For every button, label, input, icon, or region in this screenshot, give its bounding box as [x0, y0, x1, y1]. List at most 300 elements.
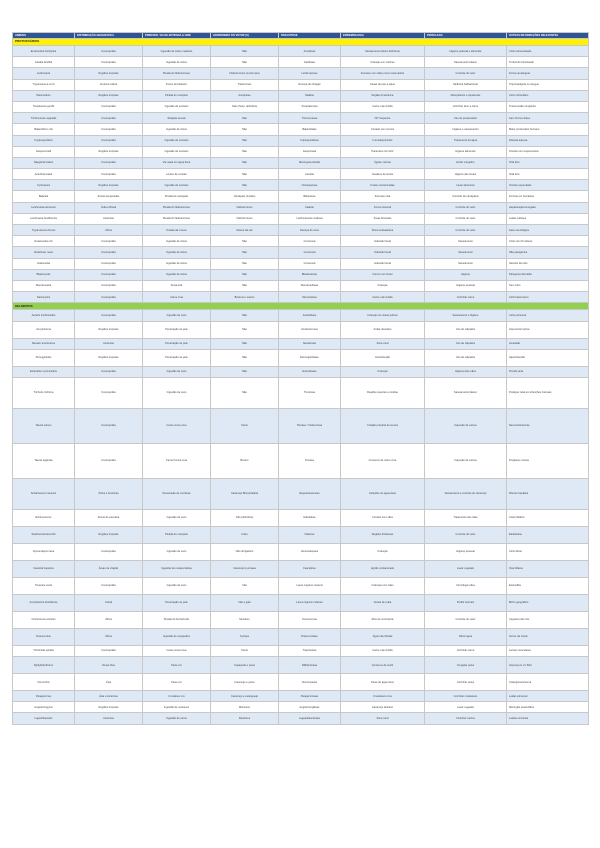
table-cell[interactable]: Áreas de criação: [75, 560, 143, 577]
table-cell[interactable]: Ingestão de cistos: [143, 57, 211, 68]
table-cell[interactable]: Dracunculíase: [279, 628, 341, 645]
table-cell[interactable]: Cosmopolita: [75, 377, 143, 408]
header-cell[interactable]: OUTRAS INFORMAÇÕES RELEVANTES: [507, 33, 589, 39]
table-cell[interactable]: Fecal-oral: [143, 280, 211, 291]
table-cell[interactable]: Caramujo Lymnaea: [211, 560, 279, 577]
table-cell[interactable]: África: [75, 611, 143, 628]
table-cell[interactable]: Verme da Guiné: [507, 628, 589, 645]
table-cell[interactable]: Ingestão de ovos: [143, 310, 211, 321]
table-cell[interactable]: Não patogênica: [507, 247, 589, 258]
header-cell[interactable]: DISTRIBUIÇÃO GEOGRÁFICA: [75, 33, 143, 39]
table-cell[interactable]: Américas: [75, 713, 143, 724]
table-cell[interactable]: Carne mal cozida: [341, 645, 425, 656]
table-cell[interactable]: Picada do flebotomíneo: [143, 213, 211, 224]
table-cell[interactable]: Balantidíase: [279, 124, 341, 135]
table-cell[interactable]: Moluscos: [211, 702, 279, 713]
table-cell[interactable]: Cão (definitivo): [211, 509, 279, 526]
table-cell[interactable]: Tripomastigota no sangue: [507, 79, 589, 90]
table-cell[interactable]: Picada do borrachudo: [143, 611, 211, 628]
table-cell[interactable]: Naegleria fowleri: [13, 157, 75, 168]
table-cell[interactable]: Dientamebíase: [279, 280, 341, 291]
table-cell[interactable]: Leishmania braziliensis: [13, 213, 75, 224]
table-cell[interactable]: Zona rural: [341, 338, 425, 349]
table-cell[interactable]: Controle do vetor: [425, 213, 507, 224]
table-cell[interactable]: Pacientes com HIV: [341, 146, 425, 157]
table-cell[interactable]: Fibrose hepática: [507, 478, 589, 509]
table-cell[interactable]: Higiene e saneamento: [425, 124, 507, 135]
table-cell[interactable]: Oocisto esporulado: [507, 180, 589, 191]
table-cell[interactable]: Fase neurológica: [507, 225, 589, 236]
table-cell[interactable]: Lesão cutânea: [507, 213, 589, 224]
table-cell[interactable]: Ciclo pulmonar: [507, 310, 589, 321]
table-cell[interactable]: Autoinfecção: [341, 349, 425, 366]
table-cell[interactable]: Ingestão de carne: [143, 713, 211, 724]
table-cell[interactable]: Larva migrans cutânea: [279, 594, 341, 611]
table-cell[interactable]: Américas: [75, 338, 143, 349]
table-cell[interactable]: Babesiose: [279, 191, 341, 202]
table-cell[interactable]: Tricomoníase: [279, 113, 341, 124]
table-cell[interactable]: Cisto com 8 núcleos: [507, 236, 589, 247]
table-cell[interactable]: Cosmopolita: [75, 269, 143, 280]
table-cell[interactable]: Caramujo e caranguejo: [211, 691, 279, 702]
table-cell[interactable]: Cozinhar bem a carne: [425, 101, 507, 112]
table-cell[interactable]: Cosmopolita: [75, 292, 143, 303]
table-cell[interactable]: Cosmopolita: [75, 57, 143, 68]
table-cell[interactable]: Regiões tropicais: [75, 68, 143, 79]
table-cell[interactable]: Leishmania: [13, 68, 75, 79]
table-cell[interactable]: Lavar vegetais: [425, 702, 507, 713]
table-cell[interactable]: Cosmopolita: [75, 157, 143, 168]
table-cell[interactable]: Cosmopolita: [75, 46, 143, 57]
table-cell[interactable]: Penetração na pele: [143, 349, 211, 366]
table-cell[interactable]: Regiões litorâneas: [341, 526, 425, 543]
table-cell[interactable]: Leishmaniose: [279, 68, 341, 79]
table-cell[interactable]: Blastocistose: [279, 269, 341, 280]
table-cell[interactable]: Dracunculus: [13, 628, 75, 645]
table-cell[interactable]: Vacúolo de iodo: [507, 258, 589, 269]
table-cell[interactable]: Ingestão de cistos: [143, 124, 211, 135]
table-cell[interactable]: Ciclo eritrocitário: [507, 90, 589, 101]
table-cell[interactable]: Prurido anal: [507, 366, 589, 377]
table-cell[interactable]: Wuchereria bancrofti: [13, 526, 75, 543]
table-cell[interactable]: Regiões tropicais: [75, 90, 143, 101]
table-cell[interactable]: Bovinos e suínos: [211, 292, 279, 303]
table-cell[interactable]: Saneamento básico: [425, 57, 507, 68]
table-cell[interactable]: Casas de pau a pique: [341, 79, 425, 90]
table-cell[interactable]: Picada do flebotomíneo: [143, 68, 211, 79]
table-cell[interactable]: Diarreia aquosa: [507, 135, 589, 146]
table-cell[interactable]: Prolapso retal em infecções intensas: [507, 377, 589, 408]
table-cell[interactable]: Toxocara canis: [13, 577, 75, 594]
table-cell[interactable]: Ciclo direto: [507, 543, 589, 560]
table-cell[interactable]: Relação sexual: [143, 113, 211, 124]
table-cell[interactable]: Comum em fezes: [341, 269, 425, 280]
table-cell[interactable]: Melhoria habitacional: [425, 79, 507, 90]
table-cell[interactable]: Não: [211, 338, 279, 349]
table-cell[interactable]: Transmissão congênita: [507, 101, 589, 112]
table-cell[interactable]: Cosmopolita: [75, 280, 143, 291]
table-cell[interactable]: Controle de carrapatos: [425, 191, 507, 202]
table-cell[interactable]: Ciclosporíase: [279, 180, 341, 191]
table-cell[interactable]: África: [75, 628, 143, 645]
table-cell[interactable]: Coleções de água doce: [341, 478, 425, 509]
table-cell[interactable]: Doença do sono: [279, 225, 341, 236]
section-title[interactable]: PROTOZOÁRIOS: [13, 39, 589, 46]
table-cell[interactable]: Não: [211, 157, 279, 168]
table-cell[interactable]: Peixe de água doce: [341, 674, 425, 691]
table-cell[interactable]: Toxoplasma gondii: [13, 101, 75, 112]
table-cell[interactable]: Ingestão de cistos: [143, 258, 211, 269]
table-cell[interactable]: Higiene pessoal: [425, 280, 507, 291]
table-cell[interactable]: Controle do vetor: [425, 611, 507, 628]
table-cell[interactable]: Crustáceo cru: [143, 691, 211, 702]
table-cell[interactable]: Índia e Brasil: [75, 202, 143, 213]
table-cell[interactable]: Zoonose com cães como reservatório: [341, 68, 425, 79]
table-cell[interactable]: Hidatidose: [279, 509, 341, 526]
table-cell[interactable]: Ingestão de ovos: [143, 543, 211, 560]
table-cell[interactable]: Filtrar água: [425, 628, 507, 645]
table-cell[interactable]: Vida livre: [507, 169, 589, 180]
table-cell[interactable]: Leishmaniose cutânea: [279, 213, 341, 224]
table-cell[interactable]: Lavar vegetais: [425, 560, 507, 577]
table-cell[interactable]: Zonas temperadas: [75, 191, 143, 202]
header-cell[interactable]: EPIDEMIOLOGIA: [341, 33, 425, 39]
table-cell[interactable]: Crianças: [341, 280, 425, 291]
table-cell[interactable]: Picada do mosquito: [143, 526, 211, 543]
table-cell[interactable]: Vias biliares: [507, 560, 589, 577]
table-cell[interactable]: Isosporíase: [279, 146, 341, 157]
table-cell[interactable]: Indicador fecal: [341, 236, 425, 247]
table-cell[interactable]: Inspeção de carnes: [425, 408, 507, 443]
table-cell[interactable]: Angiostrongylus: [13, 702, 75, 713]
table-cell[interactable]: Crianças em creches: [341, 57, 425, 68]
table-cell[interactable]: Ingestão de oocistos: [143, 135, 211, 146]
table-cell[interactable]: Simulium: [211, 611, 279, 628]
table-cell[interactable]: Cosmopolita: [75, 258, 143, 269]
table-cell[interactable]: Dientamoeba: [13, 280, 75, 291]
table-cell[interactable]: Uso de calçados: [425, 349, 507, 366]
table-cell[interactable]: Regiões tropicais: [75, 349, 143, 366]
table-cell[interactable]: Indicador fecal: [341, 258, 425, 269]
table-cell[interactable]: África subsaariana: [341, 225, 425, 236]
table-cell[interactable]: Cosmopolita: [75, 113, 143, 124]
table-cell[interactable]: Maior protozoário humano: [507, 124, 589, 135]
table-cell[interactable]: Picada do mosquito: [143, 90, 211, 101]
table-cell[interactable]: Larvas musculares: [507, 645, 589, 656]
table-cell[interactable]: Zonas de pecuária: [75, 509, 143, 526]
table-cell[interactable]: Cegueira dos rios: [507, 611, 589, 628]
table-cell[interactable]: Não: [211, 377, 279, 408]
table-cell[interactable]: Anemia ferropriva: [507, 321, 589, 338]
table-cell[interactable]: Comensal: [279, 236, 341, 247]
table-cell[interactable]: Clonorquíase: [279, 674, 341, 691]
table-cell[interactable]: Schistosoma mansoni: [13, 478, 75, 509]
table-cell[interactable]: Não: [211, 113, 279, 124]
table-cell[interactable]: Mosquiteiros e repelentes: [425, 90, 507, 101]
table-cell[interactable]: IST frequente: [341, 113, 425, 124]
table-cell[interactable]: Criação precária de suínos: [341, 408, 425, 443]
table-cell[interactable]: Elefantíase: [507, 526, 589, 543]
table-cell[interactable]: Triquinelose: [279, 645, 341, 656]
table-cell[interactable]: Imunodeprimidos: [341, 135, 425, 146]
table-cell[interactable]: Tratamento da água: [425, 135, 507, 146]
table-cell[interactable]: Amebíase: [279, 46, 341, 57]
table-cell[interactable]: Saneamento básico deficiente: [341, 46, 425, 57]
table-cell[interactable]: Ancylostoma: [13, 321, 75, 338]
table-cell[interactable]: Consumo de carne crua: [341, 443, 425, 478]
table-cell[interactable]: Gato (hosp. definitivo): [211, 101, 279, 112]
table-cell[interactable]: Ingestão de ovos: [143, 366, 211, 377]
table-cell[interactable]: Lagochilascaris: [13, 713, 75, 724]
table-cell[interactable]: Ásia: [75, 674, 143, 691]
table-cell[interactable]: Ceratite: [279, 169, 341, 180]
table-cell[interactable]: Formas em hemácias: [507, 191, 589, 202]
table-cell[interactable]: Penetração na pele: [143, 594, 211, 611]
table-cell[interactable]: Criptosporidiose: [279, 135, 341, 146]
table-cell[interactable]: Comensal: [279, 258, 341, 269]
table-cell[interactable]: Cosmopolita: [75, 408, 143, 443]
table-cell[interactable]: Não: [211, 247, 279, 258]
table-cell[interactable]: Ingestão de ovos: [143, 577, 211, 594]
table-cell[interactable]: Echinococcus: [13, 509, 75, 526]
table-cell[interactable]: Peixe cru: [143, 674, 211, 691]
table-cell[interactable]: Amarelão: [507, 338, 589, 349]
table-cell[interactable]: Flebotomíneo: [211, 213, 279, 224]
table-cell[interactable]: Inspeção de carnes: [425, 443, 507, 478]
table-cell[interactable]: Trofozoíto binucleado: [507, 57, 589, 68]
table-cell[interactable]: Cão: [211, 577, 279, 594]
table-cell[interactable]: Oocisto com esporocistos: [507, 146, 589, 157]
table-cell[interactable]: Anemia por vit. B12: [507, 657, 589, 674]
table-cell[interactable]: Bicho geográfico: [507, 594, 589, 611]
table-cell[interactable]: Zona rural: [341, 713, 425, 724]
table-cell[interactable]: Taenia solium: [13, 408, 75, 443]
table-cell[interactable]: Penetração na pele: [143, 338, 211, 349]
table-cell[interactable]: Carrapato (Ixodes): [211, 191, 279, 202]
table-cell[interactable]: Não: [211, 269, 279, 280]
table-cell[interactable]: Malária: [279, 90, 341, 101]
table-cell[interactable]: Teníase / Cisticercose: [279, 408, 341, 443]
table-cell[interactable]: Sem forma cística: [507, 113, 589, 124]
table-cell[interactable]: Filariose: [279, 526, 341, 543]
table-cell[interactable]: Saneamento: [425, 258, 507, 269]
table-cell[interactable]: Carne mal cozida: [341, 292, 425, 303]
table-cell[interactable]: Crianças: [341, 366, 425, 377]
table-cell[interactable]: Peixe cru: [143, 657, 211, 674]
table-cell[interactable]: Ingestão de ovos: [143, 377, 211, 408]
table-cell[interactable]: Higiene das lentes: [425, 169, 507, 180]
table-cell[interactable]: Anopheles: [211, 90, 279, 101]
table-cell[interactable]: Ancylostoma braziliense: [13, 594, 75, 611]
header-cell[interactable]: PARASITOSE: [279, 33, 341, 39]
table-cell[interactable]: Suíno: [211, 645, 279, 656]
table-cell[interactable]: Cozinhar carne: [425, 292, 507, 303]
table-cell[interactable]: Crianças em áreas pobres: [341, 310, 425, 321]
table-cell[interactable]: Colangiocarcinoma: [507, 674, 589, 691]
table-cell[interactable]: Enterobius vermicularis: [13, 366, 75, 377]
table-cell[interactable]: Sarcocystis: [13, 292, 75, 303]
table-cell[interactable]: Não: [211, 135, 279, 146]
table-cell[interactable]: Litoral: [75, 594, 143, 611]
table-cell[interactable]: Patogenia discutida: [507, 269, 589, 280]
table-cell[interactable]: Flebotomíneo (Lutzomyia): [211, 68, 279, 79]
table-cell[interactable]: Enterobíase: [279, 366, 341, 377]
table-cell[interactable]: Uso de calçados: [425, 321, 507, 338]
table-cell[interactable]: Cosmopolita: [75, 247, 143, 258]
table-cell[interactable]: Trypanosoma brucei: [13, 225, 75, 236]
table-cell[interactable]: Suíno: [211, 408, 279, 443]
table-cell[interactable]: Cosmopolita: [75, 543, 143, 560]
table-cell[interactable]: Zonas frias: [75, 657, 143, 674]
table-cell[interactable]: Higiene: [425, 269, 507, 280]
table-cell[interactable]: Paragonimíase: [279, 691, 341, 702]
table-cell[interactable]: Caramujo Biomphalaria: [211, 478, 279, 509]
table-cell[interactable]: Cosmopolita: [75, 577, 143, 594]
table-cell[interactable]: Não: [211, 366, 279, 377]
table-cell[interactable]: Teníase: [279, 443, 341, 478]
table-cell[interactable]: Ingestão de oocistos: [143, 180, 211, 191]
table-cell[interactable]: Mosca tsé-tsé: [211, 225, 279, 236]
table-cell[interactable]: Babesia: [13, 191, 75, 202]
table-cell[interactable]: Lagoquilascaríase: [279, 713, 341, 724]
table-cell[interactable]: Andar descalço: [341, 321, 425, 338]
table-cell[interactable]: Cosmopolita: [75, 236, 143, 247]
table-cell[interactable]: Clonorchis: [13, 674, 75, 691]
table-cell[interactable]: Giardia lamblia: [13, 57, 75, 68]
table-cell[interactable]: Trichinella spiralis: [13, 645, 75, 656]
table-cell[interactable]: Caramujo africano: [341, 702, 425, 713]
table-cell[interactable]: Agrião contaminado: [341, 560, 425, 577]
table-cell[interactable]: Hepatoesplenomegalia: [507, 202, 589, 213]
table-cell[interactable]: Rios de correnteza: [341, 611, 425, 628]
table-cell[interactable]: Áreas florestais: [341, 213, 425, 224]
table-cell[interactable]: Regiões tropicais: [75, 321, 143, 338]
section-title[interactable]: HELMINTOS: [13, 303, 589, 310]
table-cell[interactable]: Calazar: [279, 202, 341, 213]
table-cell[interactable]: Higiene das mãos: [425, 366, 507, 377]
table-cell[interactable]: Giardíase: [279, 57, 341, 68]
table-cell[interactable]: Onchocerca volvulus: [13, 611, 75, 628]
table-cell[interactable]: Tricuríase: [279, 377, 341, 408]
table-cell[interactable]: Entamoeba histolytica: [13, 46, 75, 57]
table-cell[interactable]: Congelar peixe: [425, 657, 507, 674]
table-cell[interactable]: Ingestão de copépodes: [143, 628, 211, 645]
table-cell[interactable]: Strongyloides: [13, 349, 75, 366]
table-cell[interactable]: Picada da mosca: [143, 225, 211, 236]
table-cell[interactable]: Picada de carrapato: [143, 191, 211, 202]
table-cell[interactable]: Balantidium coli: [13, 124, 75, 135]
table-cell[interactable]: Controle do vetor: [425, 225, 507, 236]
table-cell[interactable]: Carne crua: [143, 292, 211, 303]
table-cell[interactable]: Fasciola hepatica: [13, 560, 75, 577]
table-cell[interactable]: Entamoeba coli: [13, 236, 75, 247]
table-cell[interactable]: Cosmopolita: [75, 135, 143, 146]
table-cell[interactable]: Cozinhar carne: [425, 645, 507, 656]
table-cell[interactable]: Necatorose: [279, 338, 341, 349]
table-cell[interactable]: Cyclospora: [13, 180, 75, 191]
table-cell[interactable]: Toxoplasmose: [279, 101, 341, 112]
table-cell[interactable]: Crianças: [341, 543, 425, 560]
table-cell[interactable]: Cisto tetranucleado: [507, 46, 589, 57]
header-cell[interactable]: PROFILAXIA: [425, 33, 507, 39]
table-cell[interactable]: Acanthamoeba: [13, 169, 75, 180]
table-cell[interactable]: Regiões tropicais: [75, 146, 143, 157]
table-cell[interactable]: Hymenolepis nana: [13, 543, 75, 560]
table-cell[interactable]: Neurocisticercose: [507, 408, 589, 443]
table-cell[interactable]: Trichuris trichiura: [13, 377, 75, 408]
table-cell[interactable]: Ásia e Américas: [75, 691, 143, 702]
table-cell[interactable]: Controle do vetor: [425, 526, 507, 543]
table-cell[interactable]: Estrongiloidíase: [279, 349, 341, 366]
table-cell[interactable]: Controle do vetor: [425, 68, 507, 79]
table-cell[interactable]: Caramujo e peixe: [211, 674, 279, 691]
table-cell[interactable]: Regiões quentes e úmidas: [341, 377, 425, 408]
table-cell[interactable]: Doença de Chagas: [279, 79, 341, 90]
table-cell[interactable]: Cosmopolita: [75, 124, 143, 135]
table-cell[interactable]: Ciclo heteroxeno: [507, 292, 589, 303]
table-cell[interactable]: Taenia saginata: [13, 443, 75, 478]
table-cell[interactable]: Fezes do barbeiro: [143, 79, 211, 90]
table-cell[interactable]: Blastocystis: [13, 269, 75, 280]
table-cell[interactable]: Ingestão de ovos: [143, 509, 211, 526]
table-cell[interactable]: Saneamento básico: [425, 377, 507, 408]
table-cell[interactable]: Saneamento e controle do caramujo: [425, 478, 507, 509]
table-cell[interactable]: Água não filtrada: [341, 628, 425, 645]
table-cell[interactable]: Cão e gato: [211, 594, 279, 611]
table-cell[interactable]: Não obrigatório: [211, 543, 279, 560]
table-cell[interactable]: Esquistossomose: [279, 478, 341, 509]
table-cell[interactable]: Cisto hidático: [507, 509, 589, 526]
table-cell[interactable]: Isospora belli: [13, 146, 75, 157]
header-cell[interactable]: HOSPEDEIRO DO VETOR (S): [211, 33, 279, 39]
table-cell[interactable]: Carne bovina crua: [143, 443, 211, 478]
table-cell[interactable]: Higiene pessoal e alimentar: [425, 46, 507, 57]
table-cell[interactable]: Não: [211, 258, 279, 269]
table-cell[interactable]: Lesão pulmonar: [507, 691, 589, 702]
table-cell[interactable]: Higiene pessoal: [425, 543, 507, 560]
table-cell[interactable]: Não: [211, 321, 279, 338]
table-cell[interactable]: Bovino: [211, 443, 279, 478]
table-cell[interactable]: Cosmopolita: [75, 310, 143, 321]
table-cell[interactable]: Crianças com cães: [341, 577, 425, 594]
table-cell[interactable]: Hiperinfecção: [507, 349, 589, 366]
table-cell[interactable]: Cosmopolita: [75, 169, 143, 180]
table-cell[interactable]: Cozinhar crustáceos: [425, 691, 507, 702]
table-cell[interactable]: Copépode e peixe: [211, 657, 279, 674]
table-cell[interactable]: Não: [211, 280, 279, 291]
table-cell[interactable]: Himenolepíase: [279, 543, 341, 560]
table-cell[interactable]: Meningoencefalite: [279, 157, 341, 168]
table-cell[interactable]: Flebotomíneo: [211, 202, 279, 213]
table-cell[interactable]: Não: [211, 349, 279, 366]
table-cell[interactable]: Leishmania donovani: [13, 202, 75, 213]
table-cell[interactable]: Ingestão de cistos: [143, 269, 211, 280]
table-cell[interactable]: Américas: [75, 213, 143, 224]
table-cell[interactable]: Oncocercose: [279, 611, 341, 628]
table-cell[interactable]: Via nasal em água doce: [143, 157, 211, 168]
table-cell[interactable]: Carne suína crua: [143, 645, 211, 656]
table-cell[interactable]: Ingestão de moluscos: [143, 702, 211, 713]
table-cell[interactable]: Trypanosoma cruzi: [13, 79, 75, 90]
table-cell[interactable]: Cozinhar carnes: [425, 713, 507, 724]
table-cell[interactable]: Trichomonas vaginalis: [13, 113, 75, 124]
table-cell[interactable]: Tratamento dos cães: [425, 509, 507, 526]
table-cell[interactable]: Carne mal cozida: [341, 101, 425, 112]
table-cell[interactable]: Plasmodium: [13, 90, 75, 101]
table-cell[interactable]: Usuários de lentes: [341, 169, 425, 180]
table-cell[interactable]: Sem cisto: [507, 280, 589, 291]
table-cell[interactable]: Ancilostomose: [279, 321, 341, 338]
